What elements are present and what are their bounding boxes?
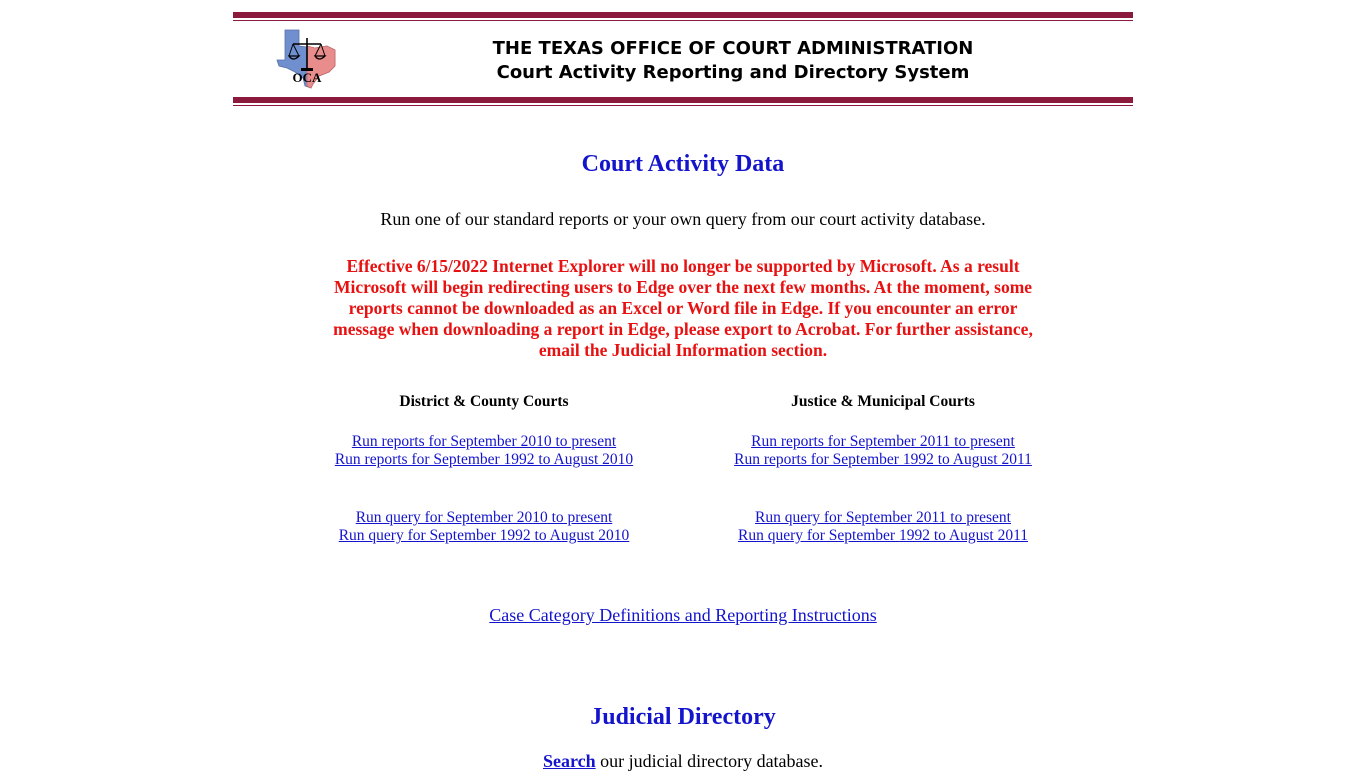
court-activity-title: Court Activity Data <box>581 151 785 177</box>
system-name: Court Activity Reporting and Directory System <box>496 62 970 83</box>
directory-search-line <box>0 751 1366 772</box>
judicial-directory-title: Judicial Directory <box>590 704 776 730</box>
justice-municipal-heading: Justice & Municipal Courts <box>791 393 975 410</box>
directory-search-link[interactable]: Search <box>542 751 596 771</box>
justice-municipal-column <box>673 393 1093 545</box>
justice-query-2011-present-link[interactable]: Run query for September 2011 to present <box>755 509 1011 526</box>
definitions-row <box>0 605 1366 626</box>
banner-top-bar <box>233 12 1133 18</box>
banner-title <box>453 37 1013 85</box>
justice-reports-1992-2011-link[interactable]: Run reports for September 1992 to August 2011 <box>734 451 1032 468</box>
justice-query-1992-2011-link[interactable]: Run query for September 1992 to August 2011 <box>737 527 1029 544</box>
ie-deprecation-notice: Effective 6/15/2022 Internet Explorer will no longer be supported by Microsoft. As a result Microsoft will begin redirecting users to Edge over the next few months. At the moment, some reports cannot be downloaded as an Excel or Word file in Edge. If you encounter an error message when downloading a report in Edge, please export to Acrobat. For further assistance, email the Judicial Information section. <box>333 256 1033 360</box>
banner-bottom-rule <box>233 105 1133 106</box>
district-reports-2010-present-link[interactable]: Run reports for September 2010 to present <box>351 433 617 450</box>
court-activity-intro: Run one of our standard reports or your own query from our court activity database. <box>380 209 986 229</box>
agency-name: THE TEXAS OFFICE OF COURT ADMINISTRATION <box>492 38 974 59</box>
header-banner <box>233 12 1133 108</box>
case-category-definitions-link[interactable]: Case Category Definitions and Reporting Instructions <box>489 605 877 625</box>
district-query-2010-present-link[interactable]: Run query for September 2010 to present <box>355 509 613 526</box>
oca-logo <box>275 26 339 90</box>
banner-bottom-bar <box>233 97 1133 103</box>
district-county-column <box>274 393 694 545</box>
district-county-heading: District & County Courts <box>399 393 569 410</box>
directory-search-text: our judicial directory database. <box>595 751 824 771</box>
district-query-1992-2010-link[interactable]: Run query for September 1992 to August 2010 <box>338 527 630 544</box>
banner-top-rule <box>233 20 1133 21</box>
justice-reports-2011-present-link[interactable]: Run reports for September 2011 to present <box>751 433 1015 450</box>
logo-text: OCA <box>292 70 322 85</box>
district-reports-1992-2010-link[interactable]: Run reports for September 1992 to August 2010 <box>334 451 634 468</box>
